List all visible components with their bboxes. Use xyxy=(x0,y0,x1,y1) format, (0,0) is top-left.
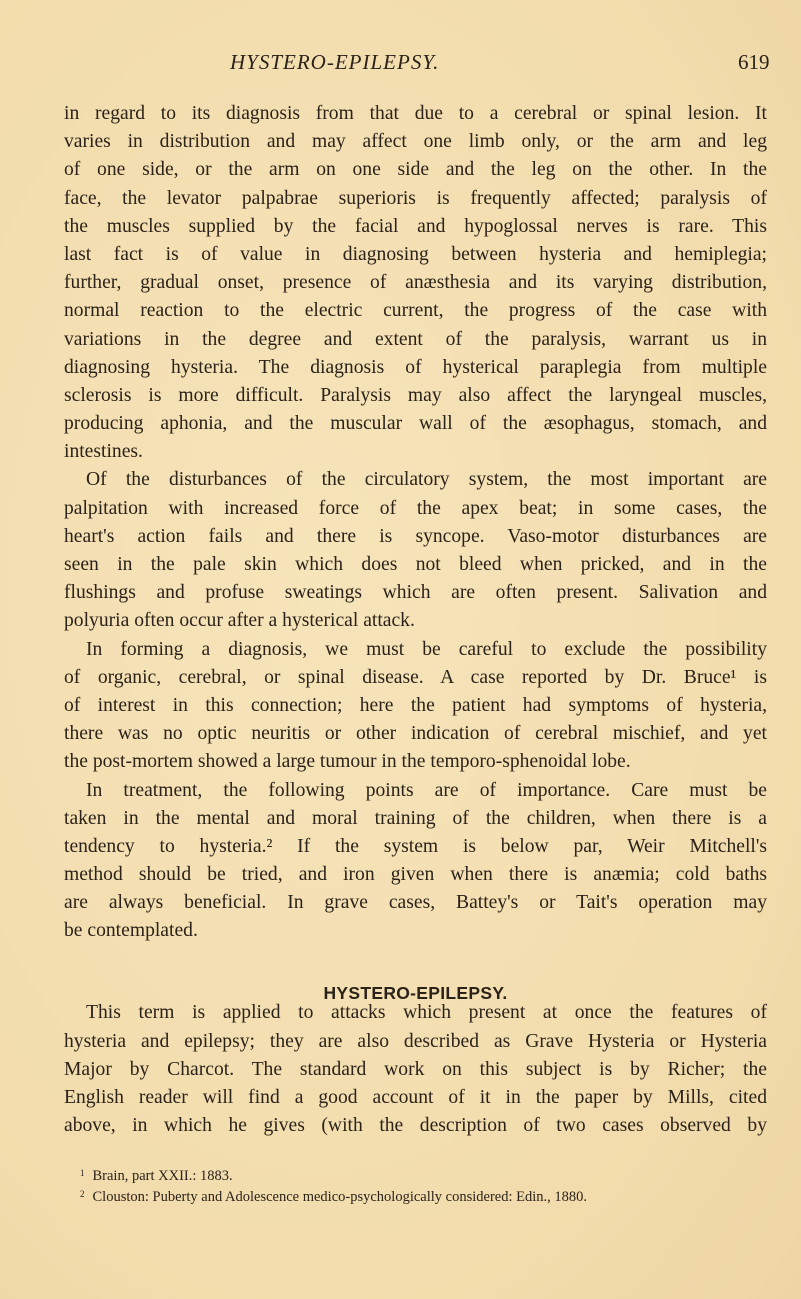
text-line: tendency to hysteria.² If the system is below par, Weir Mitchell's xyxy=(64,835,767,857)
text-line: method should be tried, and iron given when there is anæmia; cold baths xyxy=(64,864,767,886)
text-line: diagnosing hysteria. The diagnosis of hysterical paraplegia from multiple xyxy=(64,356,767,378)
paragraph xyxy=(64,999,767,1140)
footnote-mark: 1 xyxy=(80,1168,85,1178)
text-line: hysteria and epilepsy; they are also described as Grave Hysteria or Hysteria xyxy=(64,1030,767,1052)
paragraph xyxy=(64,636,767,777)
text-line: above, in which he gives (with the description of two cases observed by xyxy=(64,1115,767,1137)
text-line: Of the disturbances of the circulatory system, the most important are xyxy=(86,469,767,491)
text-line: there was no optic neuritis or other indication of cerebral mischief, and yet xyxy=(64,723,767,745)
page-number: 619 xyxy=(738,50,770,74)
section-heading: HYSTERO-EPILEPSY. xyxy=(323,982,508,1003)
text-line: taken in the mental and moral training of the children, when there is a xyxy=(64,807,767,829)
running-head-title: HYSTERO-EPILEPSY. xyxy=(230,50,440,74)
text-line: of interest in this connection; here the patient had symptoms of hysteria, xyxy=(64,694,767,716)
footnote-text: Clouston: Puberty and Adolescence medico-psychologically considered: Edin., 1880. xyxy=(92,1189,588,1205)
text-line: In forming a diagnosis, we must be careful to exclude the possibility xyxy=(86,638,767,660)
text-line: of organic, cerebral, or spinal disease. A case reported by Dr. Bruce¹ is xyxy=(64,666,767,688)
text-line: the post-mortem showed a large tumour in the temporo-sphenoidal lobe. xyxy=(64,751,631,773)
text-line: of one side, or the arm on one side and the leg on the other. In the xyxy=(64,159,767,181)
text-line: face, the levator palpabrae superioris is frequently affected; paralysis of xyxy=(64,187,767,209)
footnote xyxy=(80,1184,770,1205)
text-line: last fact is of value in diagnosing between hysteria and hemiplegia; xyxy=(64,243,767,265)
text-line: be contemplated. xyxy=(64,920,198,942)
text-line: Major by Charcot. The standard work on this subject is by Richer; the xyxy=(64,1058,767,1080)
text-line: varies in distribution and may affect one limb only, or the arm and leg xyxy=(64,131,767,153)
footnotes xyxy=(80,1163,770,1205)
text-line: sclerosis is more difficult. Paralysis may also affect the laryngeal muscles, xyxy=(64,384,767,406)
footnote-mark: 2 xyxy=(80,1189,85,1199)
text-line: English reader will find a good account of it in the paper by Mills, cited xyxy=(64,1087,767,1108)
footnote xyxy=(80,1163,770,1184)
paragraph xyxy=(64,466,767,635)
text-line: further, gradual onset, presence of anæsthesia and its varying distribution, xyxy=(64,272,767,294)
text-line: This term is applied to attacks which present at once the features of xyxy=(86,1002,767,1024)
text-line: polyuria often occur after a hysterical attack. xyxy=(64,610,415,632)
text-line: in regard to its diagnosis from that due to a cerebral or spinal lesion. It xyxy=(64,103,767,124)
body-text xyxy=(64,100,767,1140)
text-line: intestines. xyxy=(64,441,143,463)
text-line: flushings and profuse sweatings which are often present. Salivation and xyxy=(64,582,767,604)
text-line: producing aphonia, and the muscular wall of the æsophagus, stomach, and xyxy=(64,413,767,435)
paragraph xyxy=(64,777,767,946)
text-line: are always beneficial. In grave cases, Battey's or Tait's operation may xyxy=(64,892,767,914)
paragraph xyxy=(64,100,767,466)
text-line: normal reaction to the electric current, the progress of the case with xyxy=(64,300,767,322)
text-line: palpitation with increased force of the apex beat; in some cases, the xyxy=(64,497,767,519)
running-head xyxy=(0,50,801,78)
text-line: heart's action fails and there is syncope. Vaso-motor disturbances are xyxy=(64,525,767,547)
text-line: variations in the degree and extent of the paralysis, warrant us in xyxy=(64,328,767,350)
text-line: In treatment, the following points are of importance. Care must be xyxy=(86,779,767,801)
text-line: the muscles supplied by the facial and hypoglossal nerves is rare. This xyxy=(64,215,767,237)
footnote-text: Brain, part XXII.: 1883. xyxy=(92,1168,233,1184)
text-line: seen in the pale skin which does not bleed when pricked, and in the xyxy=(64,554,767,575)
